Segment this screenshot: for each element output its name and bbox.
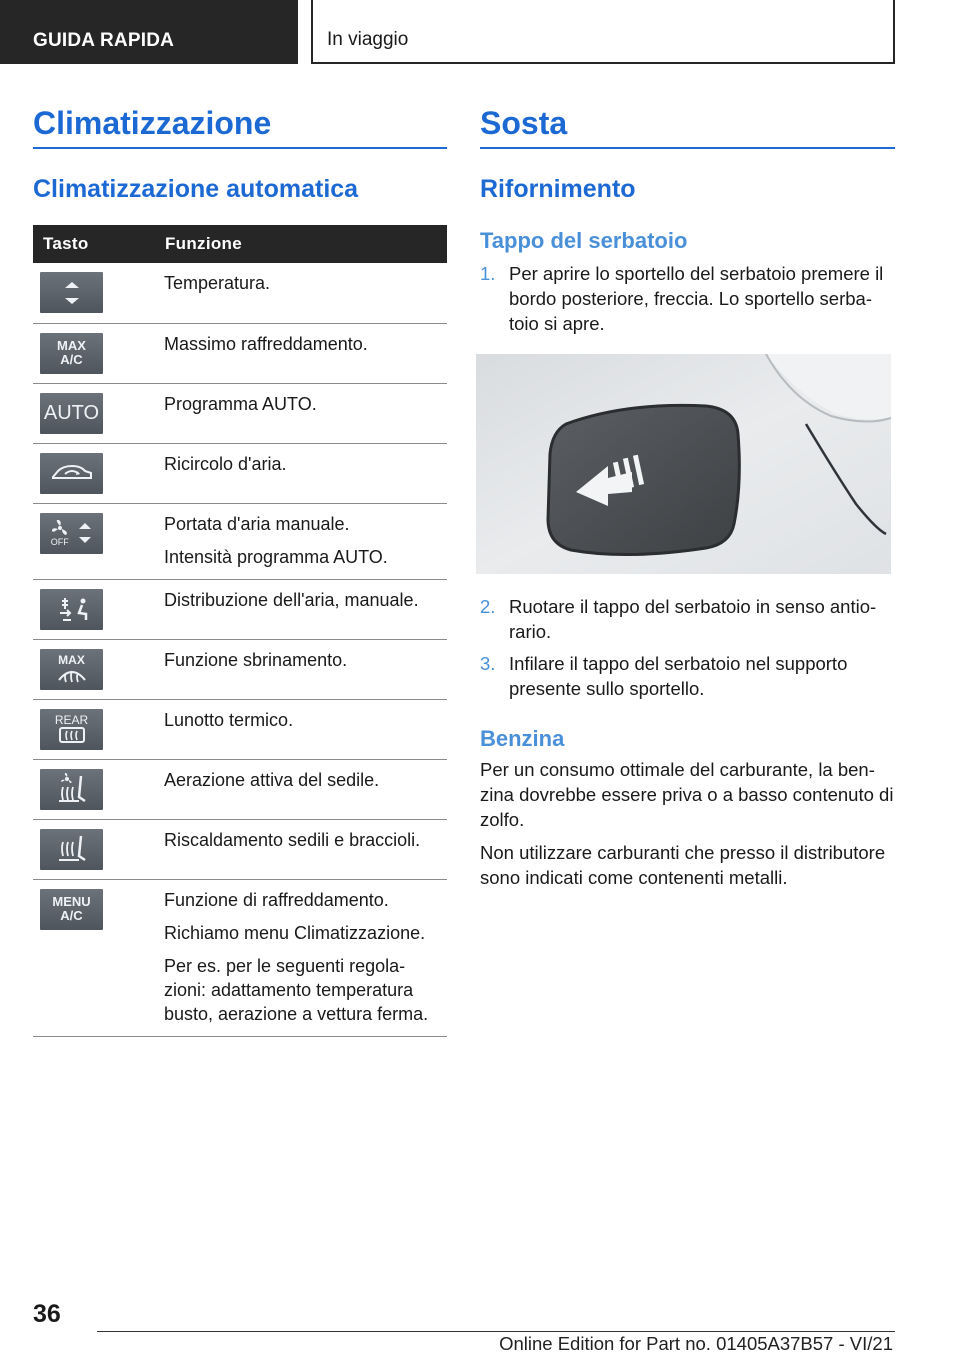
table-header-row <box>33 225 447 263</box>
subtitle-refuelling: Rifornimento <box>480 175 636 203</box>
footer-edition: Online Edition for Part no. 01405A37B57 - VI/21 <box>499 1333 893 1354</box>
table-row <box>33 503 447 579</box>
function-text: Temperatura. <box>164 273 271 293</box>
function-cell <box>155 503 447 579</box>
table-row <box>33 819 447 879</box>
function-cell <box>155 263 447 323</box>
auto-icon <box>40 393 103 434</box>
function-text: Aerazione attiva del sedile. <box>164 769 380 790</box>
function-cell <box>155 879 447 1036</box>
key-label: MENU <box>52 894 91 909</box>
heading-fuel-cap: Tappo del serbatoio <box>480 228 688 253</box>
key-label: MAX <box>58 653 85 667</box>
step-text: Ruotare il tappo del serbatoio in senso antio-rario. <box>509 596 877 642</box>
list-item <box>480 594 895 644</box>
max-defrost-icon <box>40 649 103 690</box>
right-column <box>480 100 895 890</box>
step-number: 2. <box>480 596 496 617</box>
list-item <box>480 261 895 336</box>
function-cell <box>155 579 447 639</box>
page-title-climate: Climatizzazione <box>33 100 447 149</box>
key-cell <box>33 383 155 443</box>
key-cell <box>33 759 155 819</box>
paragraph: Non utilizzare carburanti che presso il distributore sono indicati come contenenti metalli. <box>480 842 886 888</box>
step-number: 1. <box>480 263 496 284</box>
seat-heating-icon <box>40 829 103 870</box>
max-ac-icon <box>40 333 103 374</box>
heading-petrol: Benzina <box>480 726 565 751</box>
fuel-flap-photo <box>476 354 891 574</box>
function-cell <box>155 443 447 503</box>
key-label: A/C <box>60 352 83 367</box>
table-row <box>33 263 447 323</box>
steps-list <box>480 594 895 701</box>
function-cell <box>155 639 447 699</box>
menu-ac-icon <box>40 889 103 930</box>
header-chapter-label: In viaggio <box>327 29 409 50</box>
climate-buttons-table <box>33 225 447 1037</box>
function-text: Intensità programma AUTO. <box>164 546 388 567</box>
subtitle-automatic-climate: Climatizzazione automatica <box>33 175 359 203</box>
key-cell <box>33 503 155 579</box>
step-text: Infilare il tappo del serbatoio nel supporto presente sullo sportello. <box>509 653 848 699</box>
paragraph: Per un consumo ottimale del carburante, la ben-zina dovrebbe essere priva o a basso contenuto di zolfo. <box>480 759 894 830</box>
function-text: Riscaldamento sedili e braccioli. <box>164 829 421 850</box>
rear-defrost-icon <box>40 709 103 750</box>
table-row <box>33 699 447 759</box>
function-text: Per es. per le seguenti regola-zioni: adattamento temperatura busto, aerazione a vettura ferma. <box>164 955 429 1024</box>
list-item <box>480 651 895 701</box>
steps-list <box>480 261 895 336</box>
function-cell <box>155 383 447 443</box>
function-text: Richiamo menu Climatizzazione. <box>164 922 426 943</box>
left-column <box>33 100 447 1037</box>
table-row <box>33 443 447 503</box>
footer-divider <box>97 1331 895 1332</box>
table-row <box>33 323 447 383</box>
key-cell <box>33 879 155 1036</box>
air-recirculation-icon <box>40 453 103 494</box>
step-text: Per aprire lo sportello del serbatoio premere il bordo posteriore, freccia. Lo sportello serba-toio si apre. <box>509 263 884 334</box>
key-cell <box>33 323 155 383</box>
table-row <box>33 879 447 1036</box>
table-row <box>33 579 447 639</box>
seat-ventilation-icon <box>40 769 103 810</box>
key-cell <box>33 699 155 759</box>
table-row <box>33 759 447 819</box>
function-text: Funzione sbrinamento. <box>164 649 348 670</box>
page-title-parking: Sosta <box>480 100 895 149</box>
function-cell <box>155 759 447 819</box>
page-number: 36 <box>33 1300 61 1328</box>
column-header-function: Funzione <box>155 225 447 263</box>
table-row <box>33 383 447 443</box>
function-text: Portata d'aria manuale. <box>164 513 350 534</box>
key-cell <box>33 263 155 323</box>
key-cell <box>33 639 155 699</box>
function-text: Funzione di raffreddamento. <box>164 889 389 910</box>
key-label: OFF <box>50 537 69 547</box>
key-cell <box>33 819 155 879</box>
key-label: MAX <box>57 338 86 353</box>
table-row <box>33 639 447 699</box>
up-down-arrows-icon <box>40 272 103 313</box>
function-cell <box>155 323 447 383</box>
function-text: Distribuzione dell'aria, manuale. <box>164 589 419 610</box>
header-section-label: GUIDA RAPIDA <box>33 30 175 51</box>
function-text: Programma AUTO. <box>164 393 317 414</box>
function-cell <box>155 819 447 879</box>
function-text: Massimo raffreddamento. <box>164 333 368 354</box>
key-label: A/C <box>60 908 83 923</box>
function-text: Ricircolo d'aria. <box>164 453 287 474</box>
header-section-tab <box>0 0 298 64</box>
function-text: Lunotto termico. <box>164 709 294 730</box>
air-distribution-icon <box>40 589 103 630</box>
function-cell <box>155 699 447 759</box>
step-number: 3. <box>480 653 496 674</box>
key-label: REAR <box>54 713 89 727</box>
header-chapter-tab <box>311 0 895 64</box>
key-cell <box>33 443 155 503</box>
key-label: AUTO <box>43 402 100 424</box>
column-header-key: Tasto <box>33 225 155 263</box>
fan-off-arrows-icon <box>40 513 103 554</box>
key-cell <box>33 579 155 639</box>
